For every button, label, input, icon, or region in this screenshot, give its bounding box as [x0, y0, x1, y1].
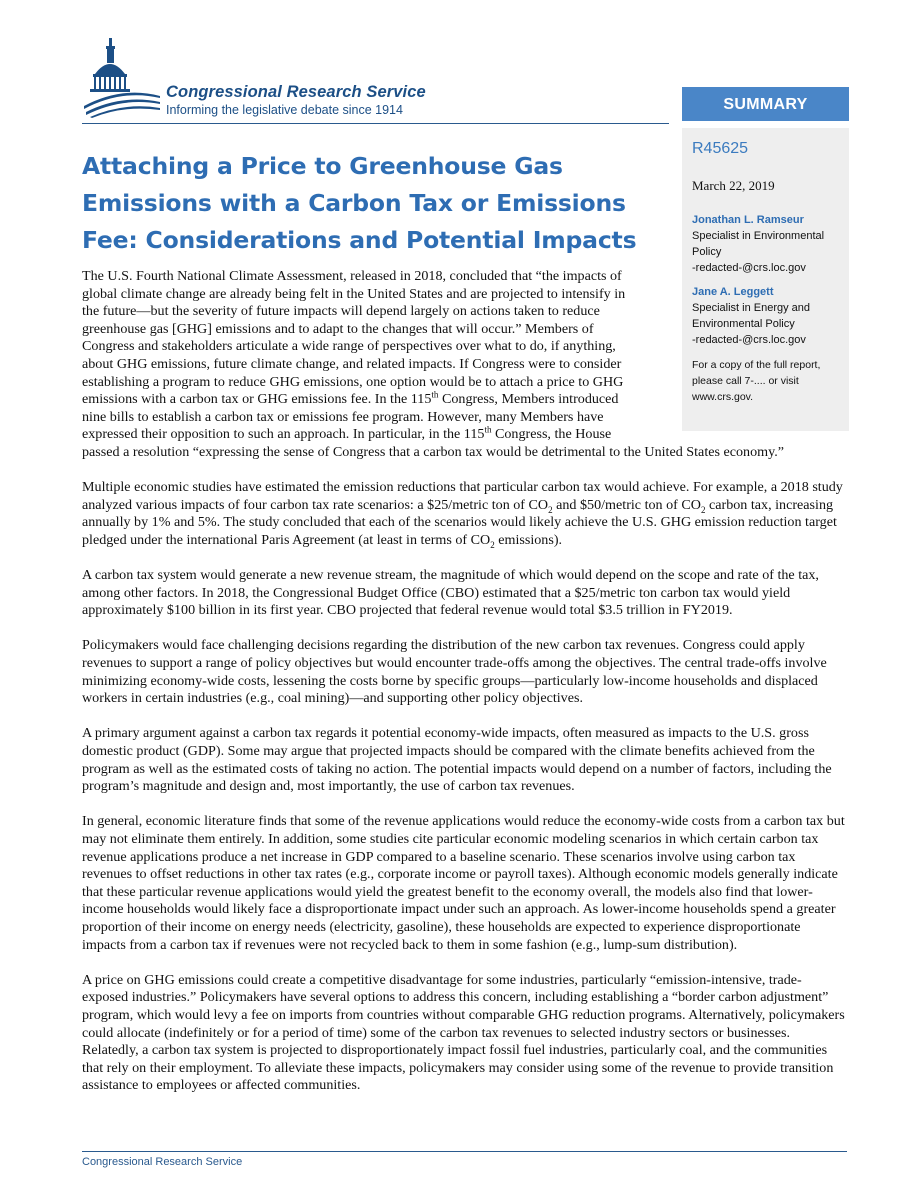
paragraph: A carbon tax system would generate a new revenue stream, the magnitude of which would depend on the scope and rate of the tax, among other factors. In 2018, the Congressional Budget Office (CBO) estimated that a $25/metric ton carbon tax would yield approximately $100 billion in its first year. CBO projected that federal revenue would total $3.5 trillion in FY2019. — [82, 567, 819, 619]
text-line: emissions with a carbon tax or GHG emissions fee. In the 115th Congress, Members introduced — [82, 389, 619, 408]
text-line: global climate change are already being felt in the United States and are projected to intensify in — [82, 285, 626, 302]
text-line: passed a resolution “expressing the sense of Congress that a carbon tax would be detrimental to the United States economy.” — [82, 443, 785, 460]
text-line: about GHG emissions, future climate change, and related impacts. If Congress were to consider — [82, 355, 622, 372]
capitol-dome-icon — [82, 36, 162, 118]
author-title: Specialist in Environmental — [692, 230, 825, 242]
text-line: the future—but the severity of future impacts will depend largely on actions taken to reduce — [82, 303, 600, 320]
footer-divider — [82, 1151, 847, 1152]
report-id: R45625 — [692, 140, 749, 157]
author-title: Specialist in Energy and — [692, 302, 811, 314]
org-name: Congressional Research Service — [166, 83, 426, 101]
author-title: Environmental Policy — [692, 318, 795, 330]
summary-body — [82, 268, 847, 1113]
paragraph: Multiple economic studies have estimated the emission reductions that particular carbon tax would achieve. For example, a 2018 study analyzed various impacts of four carbon tax rate scenarios: a $25/metric ton of $CO_2$ and $50/metric ton of $CO_2$ carbon tax, increasing annually by 1% and 5%. The study concluded that each of the scenarios would likely achieve the U.S. GHG emission reduction target pledged under the international Paris Agreement (at least in terms of $CO_2$ emissions). — [82, 479, 843, 550]
author-email[interactable]: -redacted-@crs.loc.gov — [692, 262, 806, 274]
author-name: Jonathan L. Ramseur — [692, 214, 804, 226]
report-title: Attaching a Price to Greenhouse Gas Emissions with a Carbon Tax or Emissions Fee: Considerations and Potential Impacts — [82, 152, 637, 254]
author-title: Policy — [692, 246, 722, 258]
text-line: expressed their opposition to such an approach. In particular, in the 115th Congress, the House — [82, 424, 612, 443]
org-tagline: Informing the legislative debate since 1914 — [166, 103, 403, 117]
summary-label: SUMMARY — [682, 87, 849, 121]
paragraph: A primary argument against a carbon tax regards it potential economy-wide impacts, often measured as impacts to the U.S. gross domestic product (GDP). Some may argue that projected impacts should be compared with the climate benefits achieved from the program as well as the estimated costs of taking no action. The potential impacts would depend on a number of factors, including the program’s magnitude and design and, most importantly, the use of carbon tax revenues. — [82, 725, 832, 795]
text-line: The U.S. Fourth National Climate Assessment, released in 2018, concluded that “the impacts of — [82, 268, 622, 284]
text-line: establishing a program to reduce GHG emissions, one option would be to attach a price to GHG — [82, 373, 624, 390]
paragraph: In general, economic literature finds that some of the revenue applications would reduce the economy-wide costs from a carbon tax but may not eliminate them entirely. In addition, some studies cite particular economic modeling scenarios in which certain carbon tax revenue applications produce a net increase in GDP compared to a baseline scenario. These scenarios involve using carbon tax revenues to offset reductions in other tax rates (e.g., corporate income or payroll taxes). Although economic models generally indicate that these particular revenue applications would yield the greatest benefit to the economy overall, the models also find that lower-income households would likely face a disproportionate impact under such an approach. As lower-income households spend a greater proportion of their income on energy needs (electricity, gasoline), these households are expected to experience disproportionate impacts from a carbon tax if revenues were not recycled back to them in some fashion (e.g., lump-sum distribution). — [82, 813, 845, 953]
footer-text: Congressional Research Service — [82, 1156, 243, 1168]
author-email[interactable]: -redacted-@crs.loc.gov — [692, 334, 806, 346]
author-name: Jane A. Leggett — [692, 286, 774, 298]
paragraph — [82, 268, 847, 462]
text-line: greenhouse gas [GHG] emissions and to adapt to the changes that will occur.” Members of — [82, 320, 594, 337]
text-line: nine bills to establish a carbon tax or emissions fee program. However, many Members have — [82, 408, 604, 425]
paragraph: Policymakers would face challenging decisions regarding the distribution of the new carbon tax revenues. Congress could apply revenues to support a range of policy objectives but would encounter trade-offs among the objectives. The central trade-offs involve minimizing economy-wide costs, lessening the costs borne by specific groups—particularly low-income households and displaced workers in certain industries (e.g., coal mining)—and supporting other policy objectives. — [82, 637, 827, 707]
author-block — [692, 212, 849, 276]
report-date: March 22, 2019 — [692, 178, 775, 193]
paragraph: A price on GHG emissions could create a competitive disadvantage for some industries, particularly “emission-intensive, trade-exposed industries.” Policymakers have several options to address this concern, including establishing a “border carbon adjustment” program, which would levy a fee on imports from countries without comparable GHG reduction programs. Alternatively, policymakers could allocate (indefinitely or for a period of time) some of the carbon tax revenues to selected industry sectors or businesses. Relatedly, a carbon tax system is projected to disproportionately impact fossil fuel industries, particularly coal, and the communities that rely on their employment. To alleviate these impacts, policymakers may consider using some of the revenue to provide transition assistance to employees or affected communities. — [82, 971, 845, 1094]
text-line: Congress and stakeholders articulate a wide range of perspectives over what to do, if anything, — [82, 338, 616, 355]
header-divider — [82, 123, 669, 124]
copy-note: For a copy of the full report, please call 7-.... or visit www.crs.gov. — [692, 359, 821, 403]
